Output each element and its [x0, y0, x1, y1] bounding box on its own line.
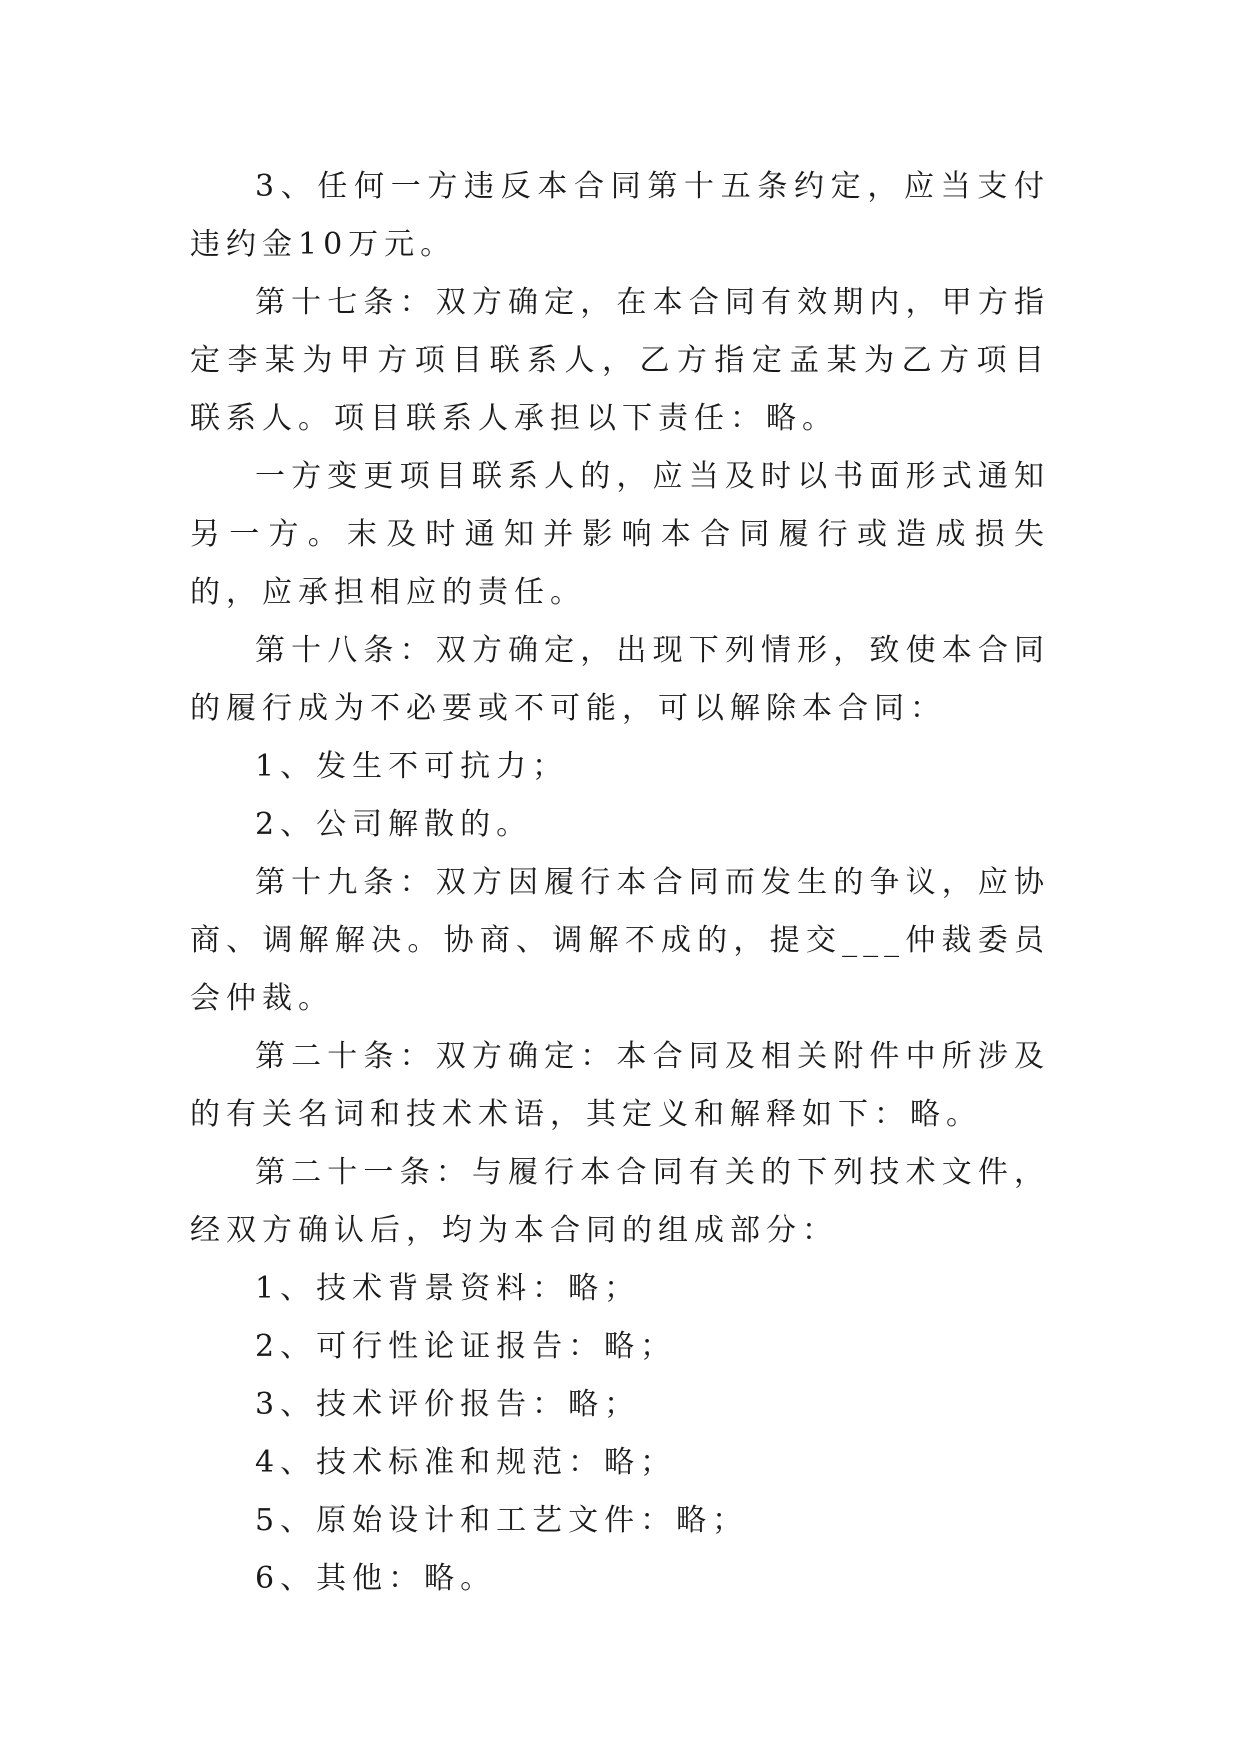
list-item: 5、原始设计和工艺文件：略；	[255, 1503, 749, 1538]
list-item: 2、公司解散的。	[255, 807, 533, 842]
list-item: 1、技术背景资料：略；	[255, 1271, 641, 1306]
list-item: 3、技术评价报告：略；	[255, 1387, 641, 1422]
paragraph-contact-change: 一方变更项目联系人的，应当及时以书面形式通知另一方。末及时通知并影响本合同履行或造成损失的，应承担相应的责任。	[190, 459, 1050, 610]
paragraph-penalty: 3、任何一方违反本合同第十五条约定，应当支付违约金10万元。	[190, 169, 1050, 262]
list-item: 6、其他：略。	[255, 1561, 497, 1596]
paragraph-article-19: 第十九条：双方因履行本合同而发生的争议，应协商、调解解决。协商、调解不成的，提交___仲裁委员会仲裁。	[190, 865, 1050, 1016]
paragraph-article-17: 第十七条：双方确定，在本合同有效期内，甲方指定李某为甲方项目联系人，乙方指定孟某为乙方项目联系人。项目联系人承担以下责任：略。	[190, 285, 1050, 436]
paragraph-article-21: 第二十一条：与履行本合同有关的下列技术文件，经双方确认后，均为本合同的组成部分：	[190, 1155, 1050, 1248]
list-item: 4、技术标准和规范：略；	[255, 1445, 677, 1480]
document-body	[190, 158, 1050, 1608]
list-item: 1、发生不可抗力；	[255, 749, 569, 784]
paragraph-article-18: 第十八条：双方确定，出现下列情形，致使本合同的履行成为不必要或不可能，可以解除本合同：	[190, 633, 1050, 726]
paragraph-article-20: 第二十条：双方确定：本合同及相关附件中所涉及的有关名词和技术术语，其定义和解释如下：略。	[190, 1039, 1050, 1132]
list-item: 2、可行性论证报告：略；	[255, 1329, 677, 1364]
